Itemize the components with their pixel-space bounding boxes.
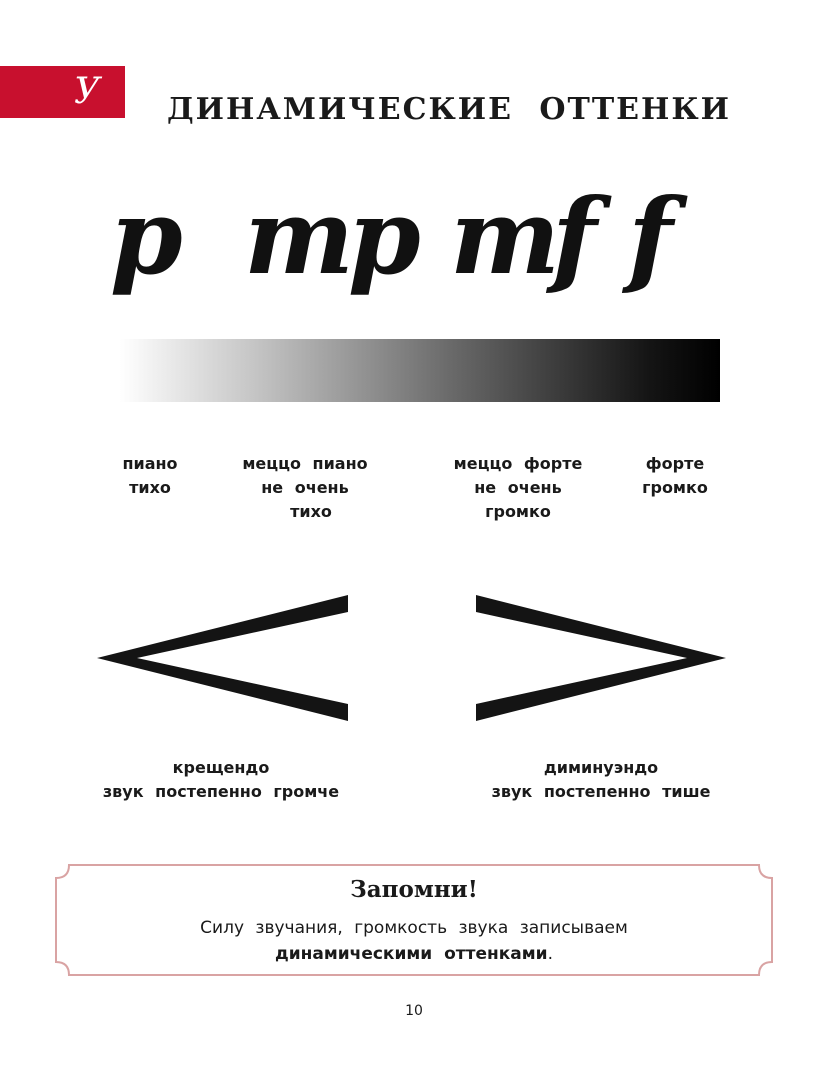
label-forte-meaning: громко — [642, 478, 708, 497]
symbol-mezzo-piano: mp — [244, 175, 415, 298]
symbol-mezzo-forte: mf — [450, 175, 589, 298]
label-diminuendo-meaning: звук постепенно тише — [491, 782, 711, 801]
label-mezzo-forte-name: меццо форте — [453, 454, 583, 473]
label-mezzo-piano-name: меццо пиано — [242, 454, 368, 473]
section-tab-letter: У — [74, 71, 101, 112]
label-forte-name: форте — [645, 454, 705, 473]
label-mezzo-piano-meaning-1: не очень — [261, 478, 349, 497]
label-mezzo-forte-meaning-2: громко — [485, 502, 551, 521]
diminuendo-hairpin-icon — [473, 592, 729, 724]
callout-text — [55, 915, 773, 967]
label-crescendo — [90, 756, 352, 804]
crescendo-hairpin-icon — [95, 592, 351, 724]
label-forte — [628, 452, 722, 500]
symbol-forte: f — [628, 175, 673, 298]
callout-title: Запомни! — [350, 876, 478, 903]
callout-line-2 — [55, 941, 773, 967]
dynamics-gradient-bar — [120, 339, 720, 402]
label-mezzo-forte-meaning-1: не очень — [474, 478, 562, 497]
label-crescendo-name: крещендо — [172, 758, 270, 777]
callout-line-1: Силу звучания, громкость звука записываем — [200, 918, 628, 938]
label-diminuendo-name: диминуэндо — [543, 758, 659, 777]
label-diminuendo — [470, 756, 732, 804]
label-crescendo-meaning: звук постепенно громче — [102, 782, 340, 801]
label-piano-name: пиано — [122, 454, 178, 473]
symbol-piano: p — [110, 175, 183, 298]
label-piano — [108, 452, 192, 500]
callout-bold-term: динамическими оттенками — [274, 944, 548, 964]
label-mezzo-piano-meaning-2: тихо — [290, 502, 332, 521]
callout-line-2-end: . — [547, 944, 553, 964]
page-number: 10 — [405, 1003, 423, 1019]
label-piano-meaning: тихо — [129, 478, 171, 497]
page-title: ДИНАМИЧЕСКИЕ ОТТЕНКИ — [166, 92, 732, 127]
label-mezzo-forte — [438, 452, 598, 524]
label-mezzo-piano — [225, 452, 385, 524]
